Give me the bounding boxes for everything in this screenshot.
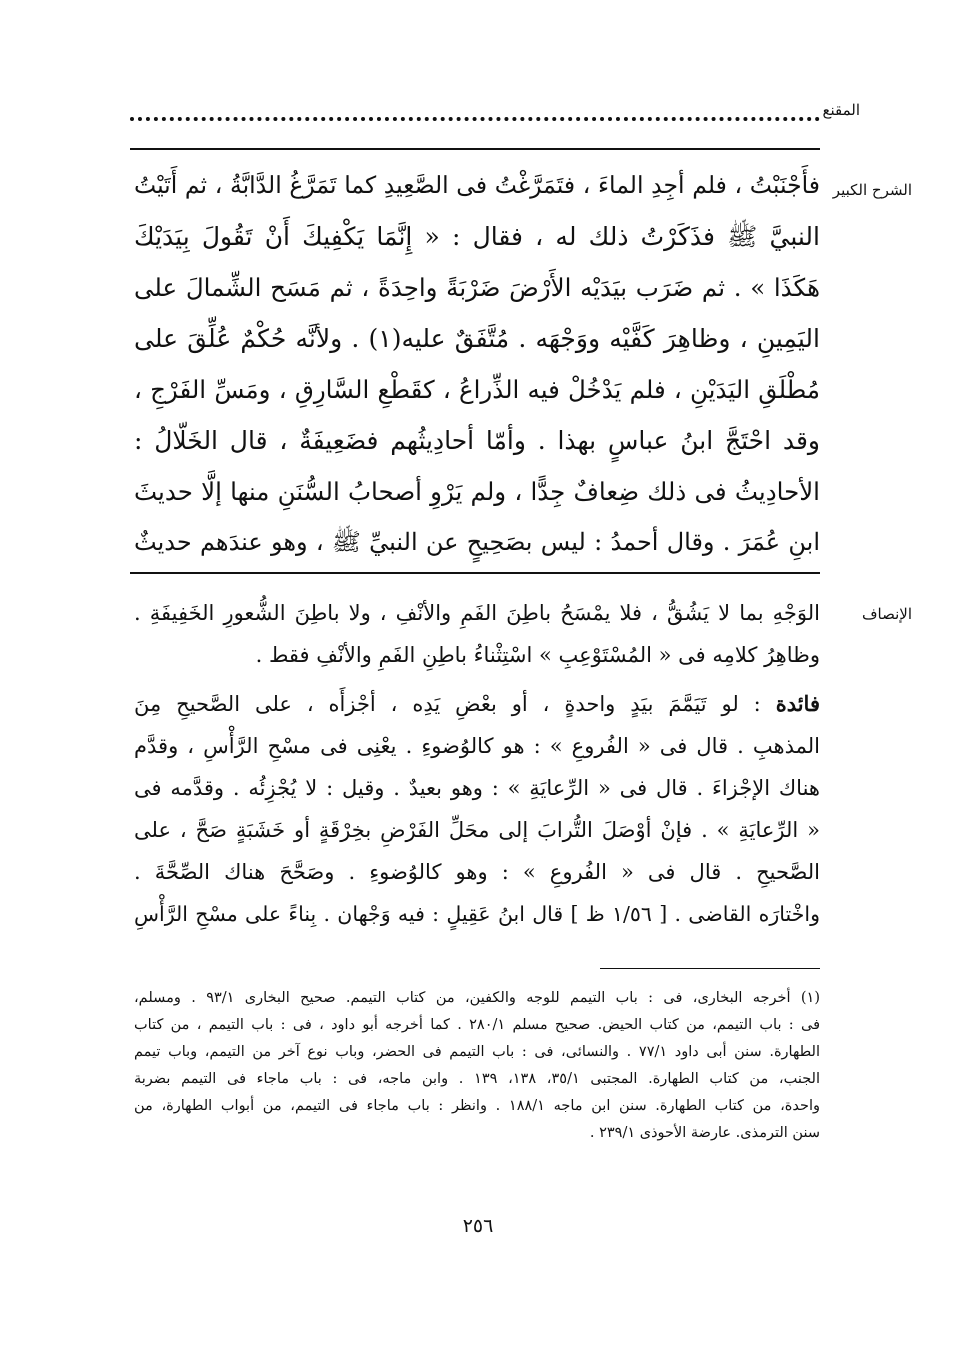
sharh-text-block [134, 160, 820, 568]
footnote-line: فى : باب التيمم، من كتاب الحيض. صحيح مسلم ٢٨٠/١ . كما أخرجه أبو داود ، فى : باب التيمم ، من كتاب [134, 1017, 820, 1033]
section-label-insaf: الإنصاف [861, 605, 912, 623]
text-line: « الرِّعايَةِ » . فإنْ أوْصَلَ التُّرابَ إلى محَلِّ الفَرْضِ بخِرْقَةٍ أو خَشَبَةٍ صَحَّ ، على [134, 818, 820, 842]
faida-paragraph [134, 683, 820, 935]
insaf-text-block [134, 592, 820, 676]
section-divider-rule [130, 572, 820, 574]
text-line: الصَّحيحِ . قال فى « الفُروعِ » : وهو كالوُضوءِ . وصَحَّحَ هناك الصِّحَّةَ . [134, 860, 820, 884]
text-line: النبيَّ ﷺ فذَكَرْتُ ذلك له ، فقال : « إِنَّمَا يَكْفِيكَ أَنْ تَقُولَ بِيَدَيْكَ [134, 222, 820, 251]
text-line: فأَجْنَبْتُ ، فلم أجِدِ الماءَ ، فتَمَرَّغْتُ فى الصَّعِيدِ كما تَمَرَّغُ الدَّابَّةُ ، ثم أَتَيْتُ [134, 171, 820, 199]
text-line: وظاهِرُ كلامِه فى « المُسْتَوْعِبِ » اسْتِثْناءُ باطِنِ الفَمِ والأنْفِ فقط . [255, 643, 820, 667]
text-line: اليَمِينِ ، وظاهِرَ كَفَّيْه ووَجْهَه . مُتَّفَقٌ عليه(١) . ولأنَّه حُكْمٌ عُلِّقَ على [134, 324, 820, 353]
text-line: هناك الإجْزاءَ . قال فى « الرِّعايَةِ » : وهو بعيدٌ . وقيل : لا يُجْزِئُه . وقدَّمه فى [134, 776, 820, 800]
footnote-line: سنن الترمذى. عارضة الأحوذى ٢٣٩/١ . [589, 1125, 820, 1141]
footnote-line: واحدة، من كتاب الطهارة. سنن ابن ماجه ١٨٨/١ . وانظر : باب ماجاء فى التيمم، من أبواب الطهارة، من [134, 1098, 820, 1114]
faida-first-line [134, 683, 820, 725]
faida-first-line-text: : لو تَيَمَّمَ بيَدٍ واحدةٍ ، أو بعْضِ يَدِه ، أجْزأَه ، على الصَّحيحِ مِنَ [134, 692, 761, 716]
footnote-separator [600, 968, 820, 969]
header-dotted-rule [130, 117, 820, 121]
page-number: ٢٥٦ [462, 1215, 494, 1237]
footnote-line: الجنب، من كتاب الطهارة. المجتبى ٣٥/١، ١٣٨، ١٣٩ . وابن ماجه، فى : باب ماجاء فى التيمم بضربة [134, 1071, 820, 1087]
text-line: ابنِ عُمَرَ . وقال أحمدُ : ليس بصَحِيحٍ عن النبيِّ ﷺ ، وهو عندَهم حديثٌ [134, 528, 820, 556]
footnote-line: الطهارة. سنن أبى داود ٧٧/١ . والنسائى، فى : باب التيمم فى الحضر، وباب نوع آخر من التيمم، وباب تيمم [134, 1044, 820, 1060]
text-line: الأحادِيثُ فى ذلك ضِعافٌ جِدًّا ، ولم يَرْوِ أصحابُ السُّنَنِ منها إلَّا حديثَ [134, 477, 820, 506]
text-line: مُطْلَقِ اليَدَيْنِ ، فلم يَدْخُلْ فيه الذِّراعُ ، كقَطْعِ السَّارِقِ ، ومَسِّ الفَرْجِ ، [134, 375, 820, 404]
section-label-sharh: الشرح الكبير [832, 181, 912, 199]
text-line: المذهبِ . قال فى « الفُروعِ » : هو كالوُضوءِ . يعْنِى فى مسْحِ الرَّأْسِ ، وقدَّم [134, 734, 820, 758]
text-line: هَكَذَا » . ثم ضَرَب بيَدَيْه الأَرْضَ ضَرْبَةً واحِدَةً ، ثم مَسَح الشِّمالَ على [134, 273, 820, 302]
footnotes [134, 985, 820, 1147]
faida-label: فائدة [775, 691, 820, 716]
header-rule [130, 148, 820, 150]
text-line: الوَجْهِ بما لا يَشُقُّ ، فلا يمْسَحُ باطِنَ الفَمِ والأنْفِ ، ولا باطِنَ الشُّعورِ الخَفِيفَةِ . [134, 601, 820, 625]
text-line: وقد احْتَجَّ ابنُ عباسٍ بهذا . وأمّا أحادِيثُهم فضَعِيفَةٌ ، قال الخَلّالُ : [134, 426, 820, 455]
running-header-title: المقنع [822, 101, 860, 119]
text-line: واخْتارَه القاضى . [ ١/٥٦ ظ ] قال ابنُ عَقِيلٍ : فيه وَجْهان . بِناءً على مسْحِ الرَّأْسِ [134, 902, 820, 926]
footnote-line: (١) أخرجه البخارى، فى : باب التيمم للوجه والكفين، من كتاب التيمم. صحيح البخارى ٩٣/١ . ومسلم، [134, 990, 820, 1006]
